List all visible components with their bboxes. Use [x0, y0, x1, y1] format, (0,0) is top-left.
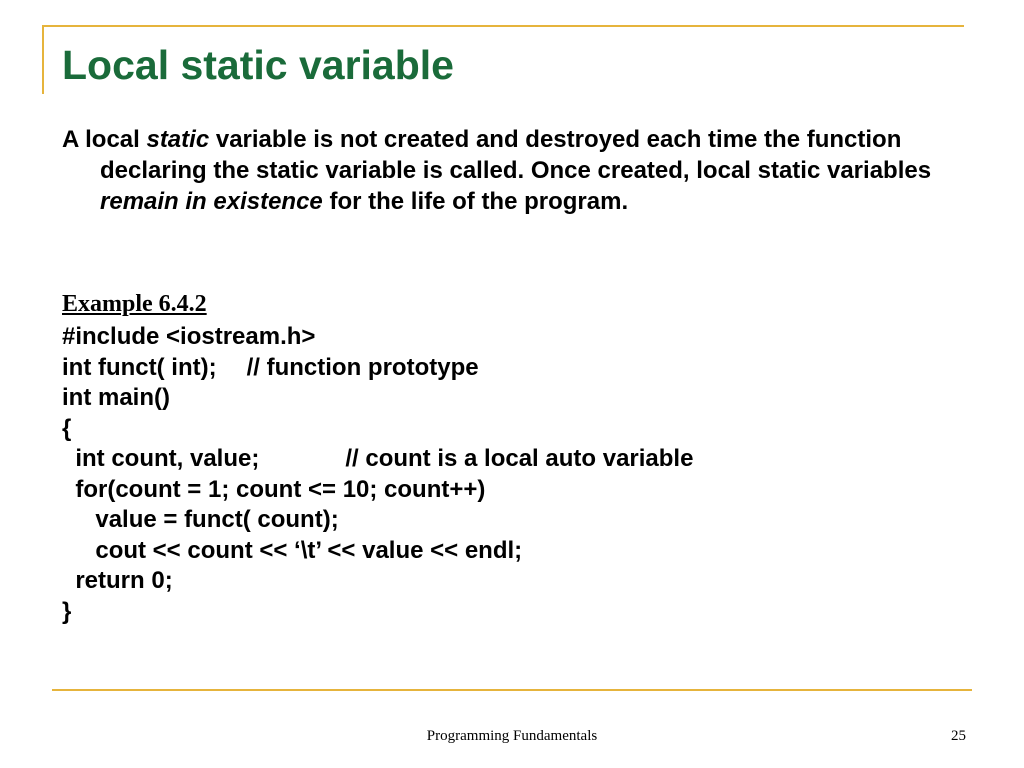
code-line-prototype	[62, 353, 693, 384]
bottom-accent-rule	[52, 689, 972, 691]
paragraph-italic-static: static	[146, 126, 210, 153]
page-number: 25	[951, 728, 966, 744]
code-prototype: int funct( int);	[62, 353, 217, 381]
code-line-declaration	[62, 444, 693, 475]
paragraph-text-2: variable is not created and destroyed each time the function declaring the static variable is called. Once created, local static variables	[100, 126, 932, 184]
body-paragraph	[62, 124, 990, 217]
paragraph-text-3: for the life of the program.	[322, 188, 629, 215]
paragraph-italic-existence: remain in existence	[100, 188, 323, 215]
code-block	[62, 322, 693, 627]
paragraph-text-1: A local	[62, 126, 147, 153]
example-heading: Example 6.4.2	[62, 291, 207, 317]
slide-title: Local static variable	[62, 42, 454, 88]
code-comment-auto: // count is a local auto variable	[345, 445, 694, 472]
code-line-for-loop: for(count = 1; count <= 10; count++)	[62, 475, 486, 503]
code-line-main: int main()	[62, 384, 170, 411]
left-accent-rule	[42, 25, 44, 94]
code-line-include: #include <iostream.h>	[62, 323, 316, 350]
code-line-cout: cout << count << ‘\t’ << value << endl;	[62, 536, 523, 564]
code-declaration: int count, value;	[62, 445, 260, 472]
footer-text: Programming Fundamentals	[426, 728, 598, 744]
code-line-close-brace: }	[62, 597, 72, 625]
top-accent-rule	[44, 25, 964, 27]
code-comment-prototype: // function prototype	[246, 353, 479, 381]
code-line-open-brace: {	[62, 414, 72, 442]
code-line-assign: value = funct( count);	[62, 506, 339, 533]
code-line-return: return 0;	[62, 567, 173, 594]
